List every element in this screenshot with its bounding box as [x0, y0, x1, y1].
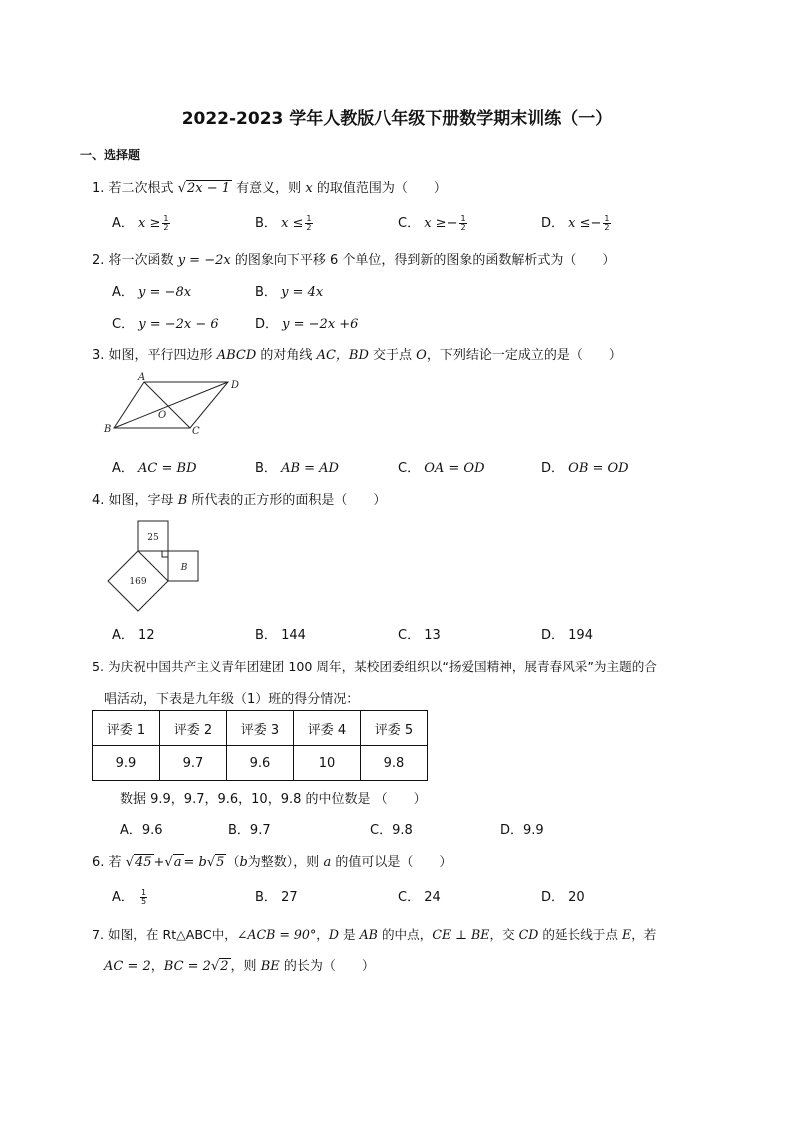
parallelogram-figure	[100, 374, 240, 436]
q1-text: 若二次根式	[108, 181, 174, 196]
q4-option-a[interactable]	[112, 624, 155, 643]
option-expr: y = 4x	[281, 285, 324, 300]
q7-text-e: 的中点，	[381, 927, 433, 942]
option-label: A．	[112, 285, 134, 300]
option-label: A．	[112, 628, 134, 643]
question-3	[92, 344, 622, 363]
q3-text: 如图，平行四边形	[108, 348, 213, 363]
option-neg: −	[590, 216, 602, 231]
option-label: B．	[255, 461, 277, 476]
radicand: 5	[216, 855, 225, 870]
diagonal-bd	[114, 382, 228, 428]
q7-text-c: ，	[316, 927, 329, 942]
option-label: C．	[398, 216, 421, 231]
squares-figure	[104, 519, 204, 615]
q7-d: D	[328, 927, 339, 942]
q6-text-b: （	[226, 855, 240, 870]
q7-line-2	[104, 955, 375, 974]
option-label: B．	[255, 285, 277, 300]
q1-radical: √2x − 1	[177, 181, 231, 196]
q4-text: 如图，字母	[108, 493, 174, 508]
option-value: 9.9	[523, 823, 544, 838]
q7-text-then: ，则	[230, 959, 257, 974]
q7-sep: ，	[150, 959, 164, 974]
table-header: 评委 2	[160, 711, 227, 746]
q6-b: b	[239, 855, 248, 870]
q1-radicand: 2x − 1	[187, 181, 231, 196]
q6-text-d: 的值可以是（ ）	[335, 855, 453, 870]
q2-expr: y = −2x	[177, 253, 231, 268]
option-lhs: x ≥	[424, 216, 447, 231]
q4-option-d[interactable]	[541, 624, 593, 643]
q7-text: 如图，在	[108, 927, 159, 942]
option-value: 144	[281, 628, 306, 643]
q6-option-a[interactable]	[112, 886, 147, 906]
option-value: 9.7	[249, 823, 271, 838]
q3-option-d[interactable]	[541, 457, 629, 476]
q7-text-b: 中，	[211, 927, 237, 942]
option-label: A．	[112, 461, 134, 476]
option-value: 13	[424, 628, 441, 643]
option-label: C．	[398, 628, 421, 643]
option-label: B．	[255, 890, 277, 905]
q1-var: x	[305, 181, 313, 196]
option-label: C．	[398, 890, 421, 905]
q3-shape: ABCD	[216, 348, 257, 363]
q7-text-f: ，交	[489, 927, 515, 942]
q7-triangle: Rt△ABC	[162, 927, 212, 942]
q7-ab: AB	[359, 927, 378, 942]
numerator: 1	[141, 888, 147, 897]
q3-text-c: 交于点	[373, 348, 413, 363]
q7-text-h: ，若	[631, 927, 657, 942]
q3-point: O	[416, 348, 427, 363]
question-2	[92, 249, 615, 268]
q5-line-1: 为庆祝中国共产主义青年团建团 100 周年，某校团委组织以“扬爱国精神，展青春风采”为主题的合	[108, 659, 657, 674]
q2-number: 2.	[92, 253, 105, 268]
question-5	[92, 656, 657, 675]
q5-question: 数据 9.9，9.7，9.6，10，9.8 的中位数是 （ ）	[120, 792, 427, 807]
question-6	[92, 851, 452, 870]
option-label: A．	[112, 216, 134, 231]
q7-root: √2	[210, 959, 229, 974]
fraction	[459, 215, 466, 232]
denominator: 5	[141, 897, 147, 906]
page-title: 2022-2023 学年人教版八年级下册数学期末训练（一）	[181, 109, 613, 129]
q3-option-c[interactable]	[398, 457, 485, 476]
option-value: 194	[568, 628, 593, 643]
q7-text-end: 的长为（ ）	[283, 959, 375, 974]
table-row	[93, 746, 428, 781]
option-label: D．	[500, 823, 524, 838]
q2-n: 6	[330, 253, 339, 268]
option-expr: OB = OD	[568, 461, 629, 476]
q6-text-c: 为整数），则	[247, 855, 320, 870]
q6-option-b[interactable]	[255, 886, 298, 905]
q1-option-a[interactable]	[112, 212, 170, 232]
option-label: D．	[541, 628, 565, 643]
table-cell: 10	[294, 746, 361, 781]
option-expr: AB = AD	[281, 461, 339, 476]
q7-number: 7.	[92, 927, 105, 942]
q4-option-b[interactable]	[255, 624, 306, 643]
denominator: 2	[306, 223, 312, 232]
q6-text: 若	[108, 855, 122, 870]
q5-option-d[interactable]	[500, 819, 544, 838]
fraction	[140, 889, 147, 906]
q6-option-c[interactable]	[398, 886, 441, 905]
radicand: 2	[220, 959, 229, 974]
option-expr: AC = BD	[138, 461, 197, 476]
score-table	[92, 710, 428, 781]
q2-text-c: 个单位，得到新的图象的函数解析式为（ ）	[342, 253, 616, 268]
q4-option-c[interactable]	[398, 624, 441, 643]
option-value: 12	[138, 628, 155, 643]
denominator: 2	[460, 223, 466, 232]
option-neg: −	[446, 216, 458, 231]
q1-option-b[interactable]	[255, 212, 313, 232]
q3-diagonals: AC，BD	[316, 348, 369, 363]
q1-option-d[interactable]	[541, 212, 611, 232]
q7-text-g: 的延长线于点	[542, 927, 618, 942]
option-expr: y = −2x − 6	[138, 317, 219, 332]
plus-sign: +	[153, 855, 165, 870]
q4-number: 4.	[92, 493, 105, 508]
q7-ac: AC = 2	[104, 959, 151, 974]
q4-text-b: 所代表的正方形的面积是（ ）	[191, 493, 387, 508]
option-expr: OA = OD	[424, 461, 485, 476]
q3-option-a[interactable]	[112, 457, 197, 476]
q2-option-c[interactable]	[112, 313, 219, 332]
option-label: A．	[112, 890, 134, 905]
q7-text-d: 是	[342, 927, 356, 942]
q5-option-b[interactable]	[228, 819, 271, 838]
right-angle-mark	[162, 551, 168, 557]
fraction	[603, 215, 610, 232]
option-lhs: x ≤	[568, 216, 591, 231]
option-value: 9.6	[141, 823, 163, 838]
option-value: 20	[568, 890, 585, 905]
label-25: 25	[147, 533, 159, 543]
q6-option-d[interactable]	[541, 886, 585, 905]
option-lhs: x ≥	[138, 216, 161, 231]
q5-line-2: 唱活动，下表是九年级（1）班的得分情况：	[104, 692, 360, 707]
q1-text-c: 的取值范围为（ ）	[316, 181, 447, 196]
q2-text: 将一次函数	[108, 253, 174, 268]
option-label: C．	[112, 317, 135, 332]
q3-number: 3.	[92, 348, 105, 363]
question-7	[92, 924, 656, 943]
option-label: D．	[255, 317, 279, 332]
q3-option-b[interactable]	[255, 457, 339, 476]
option-lhs: x ≤	[281, 216, 304, 231]
numerator: 1	[306, 214, 312, 223]
q6-a: a	[323, 855, 332, 870]
table-cell: 9.8	[361, 746, 428, 781]
label-a: A	[138, 372, 146, 383]
radicand: a	[173, 855, 182, 870]
table-header: 评委 4	[294, 711, 361, 746]
label-b-square: B	[180, 563, 188, 573]
numerator: 1	[163, 214, 169, 223]
table-cell: 9.9	[93, 746, 160, 781]
numerator: 1	[604, 214, 610, 223]
question-1	[92, 177, 447, 196]
q7-cd: CD	[518, 927, 539, 942]
option-expr: y = −2x +6	[282, 317, 359, 332]
table-header: 评委 5	[361, 711, 428, 746]
fraction	[162, 215, 169, 232]
q2-option-d[interactable]	[255, 313, 358, 332]
q5-option-a[interactable]	[120, 819, 163, 838]
option-label: B．	[228, 823, 250, 838]
denominator: 2	[163, 223, 169, 232]
option-label: C．	[398, 461, 421, 476]
label-o: O	[158, 410, 167, 421]
label-c: C	[192, 426, 200, 437]
numerator: 1	[460, 214, 466, 223]
q7-bc: BC = 2	[163, 959, 211, 974]
diagonal-ac	[144, 382, 190, 428]
option-expr: y = −8x	[138, 285, 192, 300]
option-label: C．	[370, 823, 393, 838]
q7-perp: CE ⊥ BE	[432, 927, 490, 942]
table-cell: 9.7	[160, 746, 227, 781]
fraction	[305, 215, 312, 232]
question-4	[92, 489, 386, 508]
q7-angle: ∠ACB = 90°	[236, 927, 317, 942]
q5-number: 5.	[92, 659, 105, 674]
q4-letter: B	[177, 493, 188, 508]
table-header-row	[93, 711, 428, 746]
q7-be: BE	[260, 959, 280, 974]
label-169: 169	[129, 577, 147, 587]
option-label: D．	[541, 216, 565, 231]
table-header: 评委 1	[93, 711, 160, 746]
q6-equation: √45 +√a = b√5	[125, 855, 225, 870]
option-label: B．	[255, 628, 277, 643]
q6-number: 6.	[92, 855, 105, 870]
label-d: D	[231, 380, 240, 391]
equals-b: = b	[183, 855, 207, 870]
option-value: 9.8	[392, 823, 413, 838]
q1-number: 1.	[92, 181, 105, 196]
option-value: 27	[281, 890, 298, 905]
section-heading: 一、选择题	[80, 148, 141, 162]
q7-e: E	[622, 927, 632, 942]
q3-text-d: ，下列结论一定成立的是（ ）	[426, 348, 622, 363]
denominator: 2	[604, 223, 610, 232]
table-header: 评委 3	[227, 711, 294, 746]
option-label: D．	[541, 461, 565, 476]
q1-text-b: 有意义，则	[236, 181, 302, 196]
table-cell: 9.6	[227, 746, 294, 781]
q1-option-c[interactable]	[398, 212, 467, 232]
q2-text-b: 的图象向下平移	[234, 253, 326, 268]
option-label: A．	[120, 823, 142, 838]
q5-option-c[interactable]	[370, 819, 413, 838]
q2-option-b[interactable]	[255, 281, 323, 300]
option-value: 24	[424, 890, 441, 905]
option-label: B．	[255, 216, 277, 231]
q3-text-b: 的对角线	[260, 348, 313, 363]
option-label: D．	[541, 890, 565, 905]
radicand: 45	[135, 855, 152, 870]
label-b: B	[104, 424, 112, 435]
q2-option-a[interactable]	[112, 281, 191, 300]
